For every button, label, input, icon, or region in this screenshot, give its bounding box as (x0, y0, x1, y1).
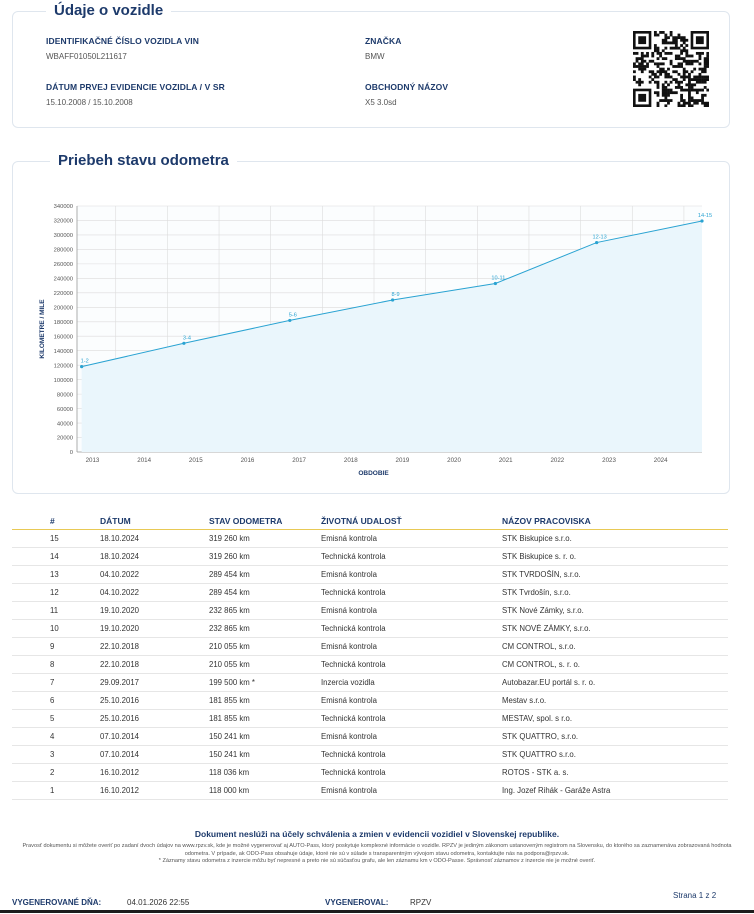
row-date: 16.10.2012 (100, 786, 140, 795)
header-workplace: NÁZOV PRACOVISKA (502, 515, 591, 526)
row-event: Technická kontrola (321, 552, 386, 561)
y-tick-label: 200000 (53, 305, 73, 312)
y-tick-label: 120000 (53, 363, 73, 370)
bottom-rule (0, 910, 754, 913)
table-row (12, 728, 728, 746)
row-odometer: 210 055 km (209, 660, 250, 669)
row-event: Technická kontrola (321, 750, 386, 759)
row-odometer: 289 454 km (209, 570, 250, 579)
row-event: Emisná kontrola (321, 696, 377, 705)
row-event: Technická kontrola (321, 660, 386, 669)
row-workplace: Mestav s.r.o. (502, 696, 547, 705)
y-tick-label: 180000 (53, 319, 73, 326)
row-index: 5 (50, 714, 55, 723)
data-label: 5-6 (288, 312, 297, 319)
row-odometer: 210 055 km (209, 642, 250, 651)
row-odometer: 199 500 km * (209, 678, 255, 687)
row-workplace: STK TVRDOŠÍN, s.r.o. (502, 570, 581, 579)
row-odometer: 232 865 km (209, 606, 250, 615)
x-tick-label: 2020 (447, 457, 461, 464)
row-date: 25.10.2016 (100, 696, 140, 705)
row-event: Technická kontrola (321, 714, 386, 723)
row-workplace: MESTAV, spol. s r.o. (502, 714, 573, 723)
row-workplace: CM CONTROL, s.r.o. (502, 642, 576, 651)
row-event: Inzercia vozidla (321, 678, 375, 687)
y-tick-label: 160000 (53, 334, 73, 341)
vin-label: IDENTIFIKAČNÉ ČÍSLO VOZIDLA VIN (46, 36, 199, 46)
data-label: 14-15 (697, 213, 713, 220)
data-label: 12-13 (592, 234, 607, 241)
table-row (12, 548, 728, 566)
row-workplace: Autobazar.EU portál s. r. o. (502, 678, 596, 687)
page-number: Strana 1 z 2 (673, 891, 717, 900)
y-tick-label: 60000 (56, 406, 73, 413)
y-tick-label: 20000 (56, 435, 73, 442)
table-row (12, 620, 728, 638)
data-point (391, 298, 394, 301)
y-tick-label: 280000 (53, 247, 73, 254)
table-row (12, 692, 728, 710)
row-date: 19.10.2020 (100, 624, 140, 633)
row-date: 07.10.2014 (100, 732, 140, 741)
row-odometer: 319 260 km (209, 552, 250, 561)
data-point (182, 342, 185, 345)
header-index: # (50, 515, 55, 526)
row-index: 10 (50, 624, 59, 633)
y-tick-label: 0 (69, 450, 73, 457)
table-body (12, 530, 728, 800)
vin-value: WBAFF01050L211617 (46, 52, 127, 61)
row-index: 6 (50, 696, 55, 705)
vehicle-card (12, 11, 730, 128)
row-odometer: 319 260 km (209, 534, 250, 543)
generated-date-label: VYGENEROVANÉ DŇA: (12, 898, 102, 907)
row-workplace: ROTOS - STK a. s. (502, 768, 569, 777)
disclaimer-note: * Záznamy stavu odometra z inzercie môžu byť nepresné a preto nie sú súčasťou grafu, ale len záznamu km v ODO-Passe. Správnosť záznamov z inzercie nie je možné overiť. (158, 858, 596, 864)
row-date: 18.10.2024 (100, 534, 140, 543)
x-tick-label: 2017 (292, 457, 306, 464)
row-index: 8 (50, 660, 55, 669)
row-date: 22.10.2018 (100, 642, 140, 651)
x-tick-label: 2019 (395, 457, 410, 464)
row-workplace: STK QUATTRO, s.r.o. (502, 732, 579, 741)
row-event: Emisná kontrola (321, 570, 377, 579)
row-event: Technická kontrola (321, 624, 386, 633)
row-workplace: STK QUATTRO s.r.o. (502, 750, 576, 759)
table-row (12, 710, 728, 728)
data-point (700, 219, 703, 222)
row-date: 29.09.2017 (100, 678, 140, 687)
row-workplace: STK Nové Zámky, s.r.o. (502, 606, 584, 615)
table-row (12, 566, 728, 584)
table-row (12, 782, 728, 800)
data-point (80, 365, 83, 368)
data-point (494, 282, 497, 285)
y-tick-label: 220000 (53, 291, 73, 298)
y-tick-label: 320000 (53, 218, 73, 225)
x-tick-label: 2016 (240, 457, 255, 464)
generated-date-value: 04.01.2026 22:55 (127, 898, 190, 907)
table-row (12, 602, 728, 620)
x-tick-label: 2024 (653, 457, 668, 464)
row-odometer: 150 241 km (209, 732, 250, 741)
row-index: 13 (50, 570, 59, 579)
odometer-table (12, 512, 728, 800)
table-row (12, 764, 728, 782)
data-label: 10-11 (491, 275, 506, 282)
row-date: 04.10.2022 (100, 588, 140, 597)
row-index: 15 (50, 534, 59, 543)
qr-code (633, 31, 709, 107)
x-tick-label: 2013 (85, 457, 100, 464)
row-workplace: STK Biskupice s.r.o. (502, 534, 572, 543)
data-label: 1-2 (80, 358, 89, 365)
row-event: Technická kontrola (321, 768, 386, 777)
row-odometer: 181 855 km (209, 696, 250, 705)
first-registration-label: DÁTUM PRVEJ EVIDENCIE VOZIDLA / V SR (46, 82, 225, 92)
row-event: Emisná kontrola (321, 786, 377, 795)
odometer-title: Priebeh stavu odometra (50, 152, 237, 169)
trade-name-value: X5 3.0sd (365, 98, 397, 107)
table-row (12, 656, 728, 674)
row-event: Emisná kontrola (321, 732, 377, 741)
header-event: ŽIVOTNÁ UDALOSŤ (321, 515, 402, 526)
row-index: 14 (50, 552, 59, 561)
header-date: DÁTUM (100, 515, 131, 526)
x-tick-label: 2014 (137, 457, 152, 464)
row-odometer: 150 241 km (209, 750, 250, 759)
brand-value: BMW (365, 52, 385, 61)
y-axis-label: KILOMETRE / MILE (39, 299, 46, 359)
row-date: 22.10.2018 (100, 660, 140, 669)
odometer-chart (12, 190, 728, 490)
row-index: 3 (50, 750, 55, 759)
disclaimer-title: Dokument neslúži na účely schválenia a zmien v evidencii vozidiel v Slovenskej republike. (194, 829, 560, 839)
y-tick-label: 40000 (56, 421, 73, 428)
row-date: 04.10.2022 (100, 570, 140, 579)
row-odometer: 289 454 km (209, 588, 250, 597)
x-tick-label: 2015 (188, 457, 203, 464)
y-tick-label: 340000 (53, 204, 73, 211)
y-tick-label: 80000 (56, 392, 73, 399)
row-workplace: Ing. Jozef Rihák - Garáže Astra (502, 786, 611, 795)
x-tick-label: 2022 (550, 457, 565, 464)
row-event: Emisná kontrola (321, 606, 377, 615)
header-odometer: STAV ODOMETRA (209, 515, 283, 526)
row-workplace: CM CONTROL, s. r. o. (502, 660, 580, 669)
disclaimer-body: Pravosť dokumentu si môžete overiť po zadaní dvoch údajov na www.rpzv.sk, kde je možné vygenerovať aj AUTO-Pass, ktorý poskytuje komplexné informácie o vozidle. RPZV je jediným zákonom ustanoveným registrom na Slovensku, do ktorého sa zaznamenáva zobrazovaná hodnota odometra. V prípade, ak ODO-Pass obsahuje údaje, ktoré nie sú v súlade s transparentným vývojom stavu odometra, kontaktujte nás na podpora@rpzv.sk. (22, 843, 732, 857)
row-date: 18.10.2024 (100, 552, 140, 561)
row-date: 19.10.2020 (100, 606, 140, 615)
first-registration-value: 15.10.2008 / 15.10.2008 (46, 98, 133, 107)
y-tick-label: 140000 (53, 348, 73, 355)
x-tick-label: 2021 (498, 457, 513, 464)
table-row (12, 530, 728, 548)
row-odometer: 232 865 km (209, 624, 250, 633)
y-tick-label: 100000 (53, 377, 73, 384)
row-event: Emisná kontrola (321, 642, 377, 651)
x-axis-label: OBDOBIE (358, 470, 389, 477)
table-row (12, 674, 728, 692)
x-tick-label: 2018 (343, 457, 358, 464)
table-row (12, 638, 728, 656)
row-odometer: 118 036 km (209, 768, 250, 777)
y-tick-label: 300000 (53, 233, 73, 240)
row-index: 9 (50, 642, 55, 651)
generated-by-value: RPZV (410, 898, 432, 907)
data-label: 8-9 (391, 292, 400, 299)
row-odometer: 118 000 km (209, 786, 250, 795)
row-date: 07.10.2014 (100, 750, 140, 759)
row-index: 11 (50, 606, 59, 615)
row-workplace: STK NOVÉ ZÁMKY, s.r.o. (502, 624, 591, 633)
row-index: 1 (50, 786, 55, 795)
generated-by-label: VYGENEROVAL: (325, 898, 389, 907)
data-point (595, 241, 598, 244)
row-event: Technická kontrola (321, 588, 386, 597)
row-event: Emisná kontrola (321, 534, 377, 543)
vehicle-title: Údaje o vozidle (46, 2, 171, 19)
disclaimer-text (14, 843, 740, 866)
row-index: 2 (50, 768, 55, 777)
table-row (12, 746, 728, 764)
y-tick-label: 240000 (53, 276, 73, 283)
data-label: 3-4 (182, 335, 191, 342)
data-point (288, 319, 291, 322)
table-row (12, 584, 728, 602)
row-index: 4 (50, 732, 55, 741)
x-tick-label: 2023 (602, 457, 616, 464)
brand-label: ZNAČKA (365, 36, 402, 46)
row-workplace: STK Biskupice s. r. o. (502, 552, 577, 561)
row-index: 7 (50, 678, 55, 687)
trade-name-label: OBCHODNÝ NÁZOV (365, 82, 449, 92)
row-odometer: 181 855 km (209, 714, 250, 723)
y-tick-label: 260000 (53, 262, 73, 269)
row-workplace: STK Tvrdošín, s.r.o. (502, 588, 571, 597)
table-header (12, 512, 728, 530)
row-date: 16.10.2012 (100, 768, 140, 777)
row-index: 12 (50, 588, 59, 597)
row-date: 25.10.2016 (100, 714, 140, 723)
